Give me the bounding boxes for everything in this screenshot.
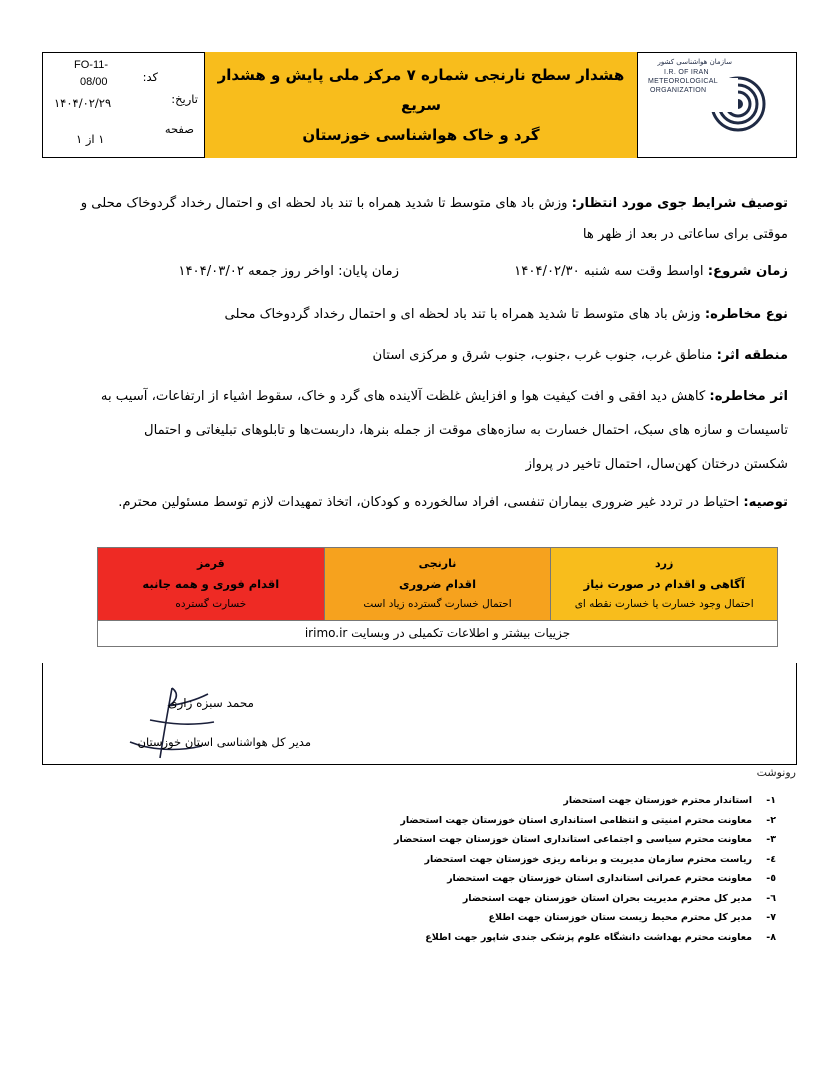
code-value-line2: 08/00 bbox=[80, 76, 108, 88]
conditions-label: توصیف شرایط جوی مورد انتظار: bbox=[571, 196, 788, 211]
end-time bbox=[178, 256, 399, 288]
copy-item bbox=[463, 893, 776, 904]
page-label: صفحه bbox=[164, 122, 194, 136]
logo-en-line1: I.R. OF IRAN bbox=[664, 69, 709, 76]
website-info: جزییات بیشتر و اطلاعات تکمیلی در وبسایت irimo.ir bbox=[97, 621, 778, 647]
code-value-line1: FO-11- bbox=[74, 59, 109, 71]
copy-item-number: ۷- bbox=[766, 912, 776, 923]
copy-item-text: معاونت محترم سیاسی و اجتماعی استانداری استان خوزستان جهت استحضار bbox=[394, 834, 752, 845]
region-label: منطقه اثر: bbox=[716, 348, 788, 363]
copies-title: رونوشت bbox=[756, 766, 796, 779]
advice-value: احتیاط در تردد غیر ضروری بیماران تنفسی، افراد سالخورده و کودکان، اتخاذ تمهیدات لازم توسط مسئولین محترم. bbox=[118, 495, 744, 510]
level-yellow-action: آگاهی و اقدام در صورت نیاز bbox=[583, 577, 745, 591]
advice-label: توصیه: bbox=[743, 495, 788, 510]
effect-line1 bbox=[101, 381, 788, 413]
page-value: ۱ از ۱ bbox=[76, 132, 105, 146]
copy-item bbox=[425, 932, 776, 943]
copy-item-text: معاونت محترم امنیتی و انتظامی استانداری استان خوزستان جهت استحضار bbox=[400, 814, 752, 826]
code-label: کد: bbox=[142, 70, 158, 84]
effect-line3: شکستن درختان کهن‌سال، احتمال تاخیر در پرواز bbox=[525, 457, 788, 472]
copy-item-text: ریاست محترم سازمان مدیریت و برنامه ریزی خوزستان جهت استحضار bbox=[424, 853, 752, 865]
level-red-cell bbox=[98, 548, 324, 620]
copy-item-text: معاونت محترم عمرانی استانداری استان خوزستان جهت استحضار bbox=[447, 873, 752, 884]
copy-item-number: ۲- bbox=[766, 814, 776, 826]
end-label: زمان پایان: bbox=[338, 264, 399, 279]
header-title-line2: گرد و خاک هواشناسی خوزستان bbox=[302, 126, 540, 144]
copy-item bbox=[394, 834, 776, 845]
copy-item bbox=[400, 815, 776, 826]
copy-item-text: مدیر کل محترم مدیریت بحران استان خوزستان جهت استحضار bbox=[462, 892, 752, 904]
copy-item-number: ۳- bbox=[766, 834, 776, 845]
copy-item bbox=[424, 854, 776, 865]
start-value: اواسط وقت سه شنبه ۱۴۰۴/۰۲/۳۰ bbox=[514, 264, 708, 279]
logo-fa-text: سازمان هواشناسی کشور bbox=[657, 58, 732, 66]
logo-cell bbox=[638, 52, 797, 158]
signer-name: محمد سبزه زاری bbox=[168, 696, 254, 710]
hazard-type-label: نوع مخاطره: bbox=[704, 307, 788, 322]
level-red-damage: خسارت گسترده bbox=[175, 598, 247, 610]
hazard-type bbox=[225, 299, 788, 331]
hazard-type-value: وزش باد های متوسط تا شدید همراه با تند باد لحظه ای و احتمال رخداد گردوخاک محلی bbox=[224, 307, 705, 322]
impact-region bbox=[373, 340, 788, 372]
alert-level-table bbox=[97, 547, 778, 621]
conditions-text1: وزش باد های متوسط تا شدید همراه با تند باد لحظه ای و احتمال رخداد گردوخاک محلی و bbox=[80, 196, 572, 211]
level-orange-action: اقدام ضروری bbox=[398, 577, 477, 591]
effect-text1: کاهش دید افقی و افت کیفیت هوا و افزایش غلظت آلاینده های گرد و خاک، سقوط اشیاء از ارتفاعات، آسیب به bbox=[100, 389, 710, 404]
copy-item-number: ۱- bbox=[766, 795, 776, 806]
date-value: ۱۴۰۴/۰۲/۲۹ bbox=[54, 96, 112, 110]
level-yellow-damage: احتمال وجود خسارت یا خسارت نقطه ای bbox=[574, 598, 754, 610]
copy-item-number: ٥- bbox=[766, 873, 776, 884]
copy-item-text: استاندار محترم خوزستان جهت استحضار bbox=[563, 795, 752, 806]
effect-line2: تاسیسات و سازه های سبک، احتمال خسارت به سازه‌های موقت از جمله بنرها، داربست‌ها و تابلوهای تبلیغاتی و احتمال bbox=[144, 423, 788, 438]
copy-item bbox=[447, 873, 776, 884]
level-orange-name: نارنجی bbox=[418, 557, 457, 570]
level-yellow-name: زرد bbox=[655, 557, 674, 570]
start-label: زمان شروع: bbox=[707, 264, 788, 279]
level-yellow-cell bbox=[550, 548, 777, 620]
copy-item bbox=[489, 912, 776, 923]
region-value: مناطق غرب، جنوب غرب ،جنوب، جنوب شرق و مرکزی استان bbox=[372, 348, 717, 363]
copy-item-number: ٦- bbox=[766, 892, 776, 904]
copy-item-number: ۸- bbox=[766, 931, 776, 943]
end-value: اواخر روز جمعه ۱۴۰۴/۰۳/۰۲ bbox=[178, 264, 339, 279]
logo-en-line2: METEOROLOGICAL bbox=[648, 78, 718, 85]
signer-role: مدیر کل هواشناسی استان خوزستان bbox=[137, 735, 311, 749]
logo-en-line3: ORGANIZATION bbox=[650, 87, 707, 94]
copy-item bbox=[563, 795, 776, 806]
level-orange-damage: احتمال خسارت گسترده زیاد است bbox=[363, 598, 512, 610]
effect-label: اثر مخاطره: bbox=[709, 389, 788, 404]
level-orange-cell bbox=[324, 548, 551, 620]
start-time bbox=[514, 256, 788, 288]
header-title-line1: هشدار سطح نارنجی شماره ۷ مرکز ملی پایش و هشدار سریع bbox=[217, 66, 625, 114]
copy-item-text: مدیر کل محترم محیط زیست ستان خوزستان جهت اطلاع bbox=[488, 912, 752, 923]
date-label: تاریخ: bbox=[171, 92, 198, 106]
handwritten-signature bbox=[110, 680, 220, 770]
header-title-cell bbox=[204, 52, 638, 158]
copy-item-text: معاونت محترم بهداشت دانشگاه علوم پزشکی جندی شاپور جهت اطلاع bbox=[425, 931, 752, 943]
header-meta-cell bbox=[42, 52, 204, 158]
copy-item-number: ٤- bbox=[766, 853, 776, 865]
conditions-line2: موقتی برای ساعاتی در بعد از ظهر ها bbox=[582, 227, 788, 242]
conditions-line1 bbox=[81, 188, 788, 220]
level-red-action: اقدام فوری و همه جانبه bbox=[142, 577, 280, 591]
advice bbox=[118, 487, 788, 519]
level-red-name: قرمز bbox=[196, 557, 225, 570]
